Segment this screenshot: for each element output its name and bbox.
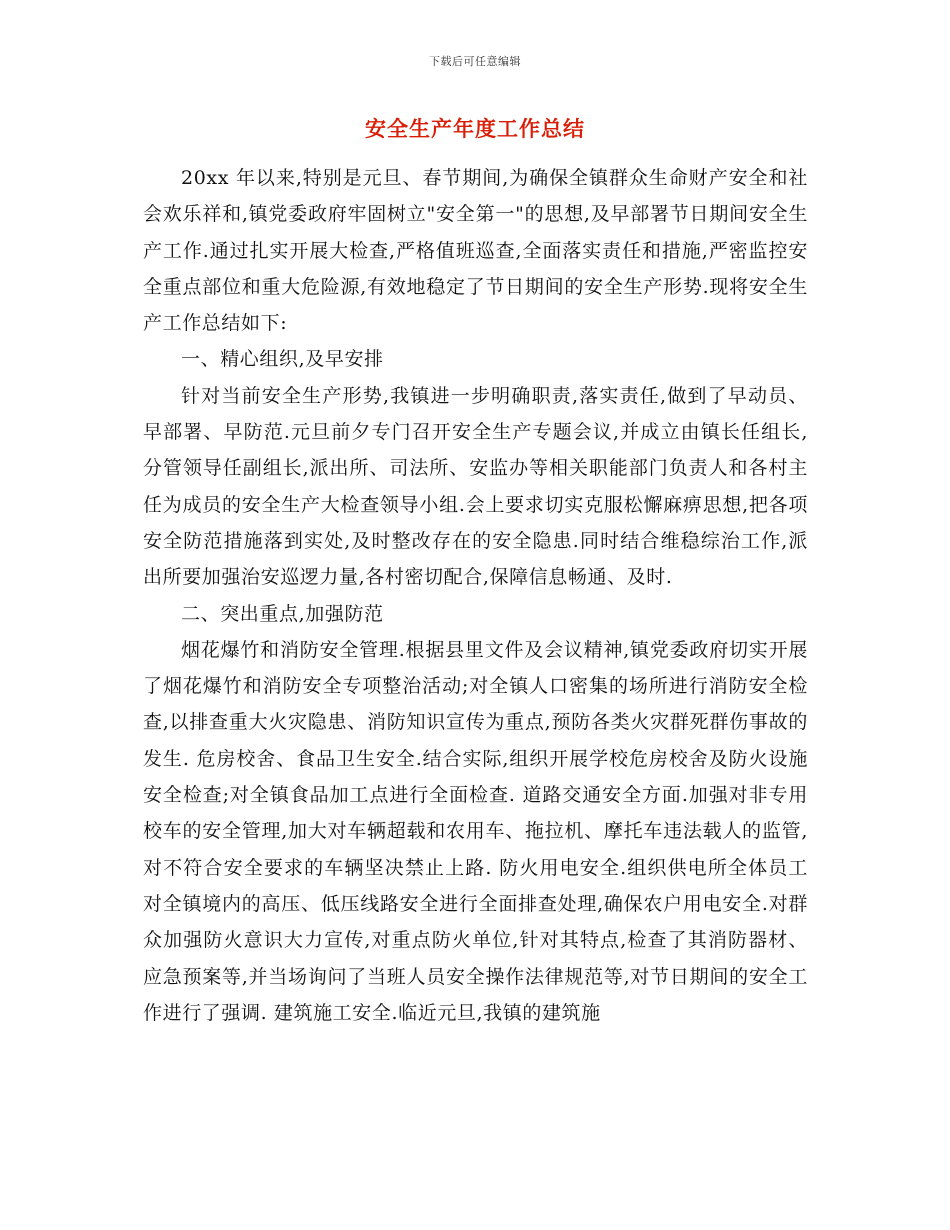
section-heading-2: 二、突出重点,加强防范 xyxy=(181,602,384,625)
document-title: 安全生产年度工作总结 xyxy=(365,117,585,141)
section-heading-1: 一、精心组织,及早安排 xyxy=(181,348,384,371)
document-body xyxy=(143,160,808,1031)
header-note: 下载后可任意编辑 xyxy=(429,55,521,68)
section-paragraph-2: 烟花爆竹和消防安全管理.根据县里文件及会议精神,镇党委政府切实开展了烟花爆竹和消防安全专项整治活动;对全镇人口密集的场所进行消防安全检查,以排查重大火灾隐患、消防知识宣传为重点,预防各类火灾群死群伤事故的发生. 危房校舍、食品卫生安全.结合实际,组织开展学校危房校舍及防火设施安全检查;对全镇食品加工点进行全面检查. 道路交通安全方面.加强对非专用校车的安全管理,加大对车辆超载和农用车、拖拉机、摩托车违法载人的监管,对不符合安全要求的车辆坚决禁止上路. 防火用电安全.组织供电所全体员工对全镇境内的高压、低压线路安全进行全面排查处理,确保农户用电安全.对群众加强防火意识大力宣传,对重点防火单位,针对其特点,检查了其消防器材、应急预案等,并当场询问了当班人员安全操作法律规范等,对节日期间的安全工作进行了强调. 建筑施工安全.临近元旦,我镇的建筑施 xyxy=(143,638,808,1024)
section-paragraph-1: 针对当前安全生产形势,我镇进一步明确职责,落实责任,做到了早动员、早部署、早防范.元旦前夕专门召开安全生产专题会议,并成立由镇长任组长,分管领导任副组长,派出所、司法所、安监办等相关职能部门负责人和各村主任为成员的安全生产大检查领导小组.会上要求切实克服松懈麻痹思想,把各项安全防范措施落到实处,及时整改存在的安全隐患.同时结合维稳综治工作,派出所要加强治安巡逻力量,各村密切配合,保障信息畅通、及时. xyxy=(143,384,808,589)
intro-paragraph: 20xx 年以来,特别是元旦、春节期间,为确保全镇群众生命财产安全和社会欢乐祥和,镇党委政府牢固树立"安全第一"的思想,及早部署节日期间安全生产工作.通过扎实开展大检查,严格值班巡查,全面落实责任和措施,严密监控安全重点部位和重大危险源,有效地稳定了节日期间的安全生产形势.现将安全生产工作总结如下: xyxy=(143,167,808,335)
